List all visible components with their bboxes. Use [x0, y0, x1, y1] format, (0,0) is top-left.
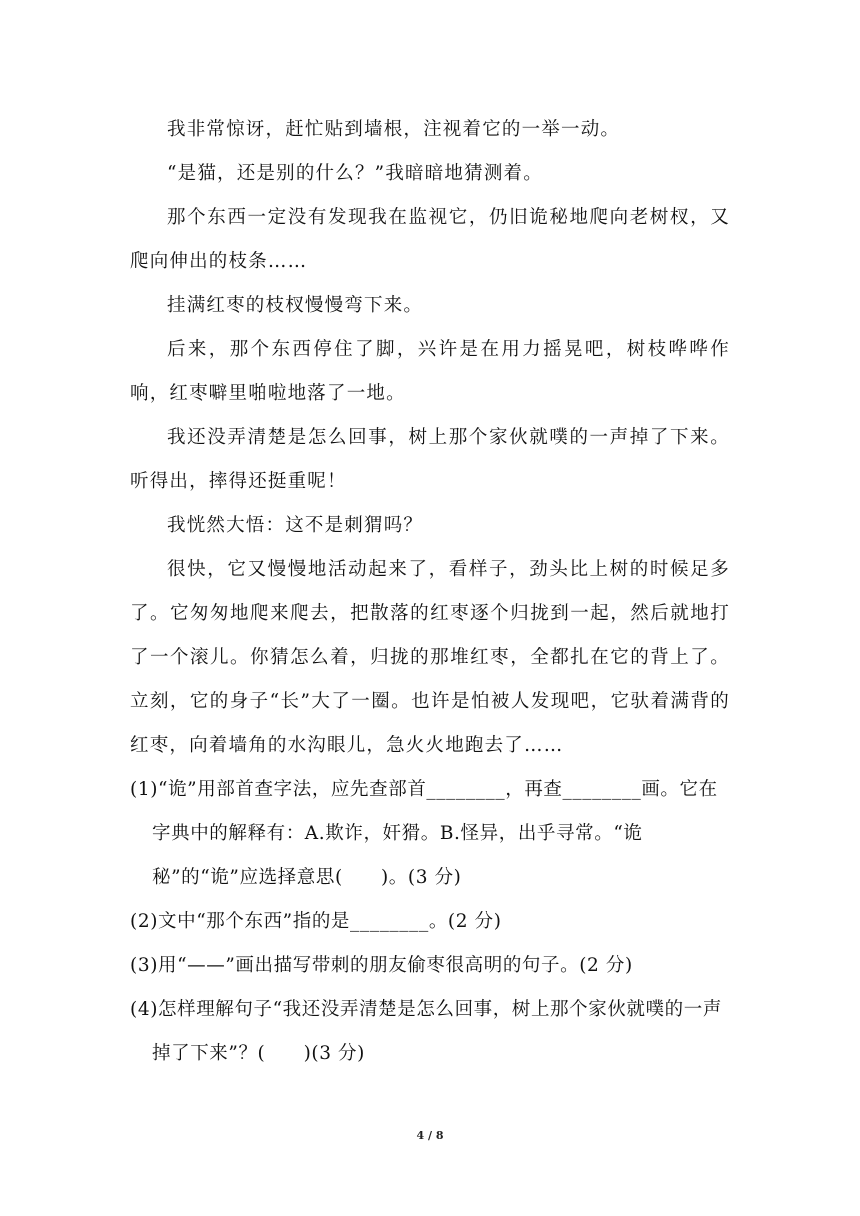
passage-paragraph: 我还没弄清楚是怎么回事，树上那个家伙就噗的一声掉了下来。听得出，摔得还挺重呢！	[130, 427, 730, 492]
question-2: (2)文中“那个东西”指的是________。(2 分)	[130, 911, 502, 932]
passage-paragraph: 我恍然大悟：这不是刺猬吗？	[167, 515, 424, 536]
passage-paragraph: 那个东西一定没有发现我在监视它，仍旧诡秘地爬向老树杈，又爬向伸出的枝条……	[130, 207, 730, 272]
passage-paragraph: 很快，它又慢慢地活动起来了，看样子，劲头比上树的时候足多了。它匆匆地爬来爬去，把散落的红枣逐个归拢到一起，然后就地打了一个滚儿。你猜怎么着，归拢的那堆红枣，全都扎在它的背上了。立刻，它的身子“长”大了一圈。也许是怕被人发现吧，它驮着满背的红枣，向着墙角的水沟眼儿，急火火地跑去了……	[130, 559, 730, 756]
question-1: (1)“诡”用部首查字法，应先查部首________，再查________画。它在字典中的解释有：A.欺诈，奸猾。B.怪异，出乎寻常。“诡秘”的“诡”应选择意思( )。(3 分)	[130, 779, 718, 888]
passage-paragraph: 后来，那个东西停住了脚，兴许是在用力摇晃吧，树枝哗哗作响，红枣噼里啪啦地落了一地。	[130, 339, 730, 404]
page-number: 4 / 8	[416, 1129, 444, 1142]
question-list	[130, 768, 730, 1076]
question-3: (3)用“——”画出描写带刺的朋友偷枣很高明的句子。(2 分)	[130, 955, 633, 976]
passage-paragraph: “是猫，还是别的什么？”我暗暗地猜测着。	[167, 163, 543, 184]
passage-paragraph: 我非常惊讶，赶忙贴到墙根，注视着它的一举一动。	[167, 119, 621, 140]
passage-content	[130, 108, 730, 1076]
passage-paragraph: 挂满红枣的枝杈慢慢弯下来。	[167, 295, 424, 316]
question-4: (4)怎样理解句子“我还没弄清楚是怎么回事，树上那个家伙就噗的一声掉了下来”？( )(3 分)	[130, 999, 722, 1064]
